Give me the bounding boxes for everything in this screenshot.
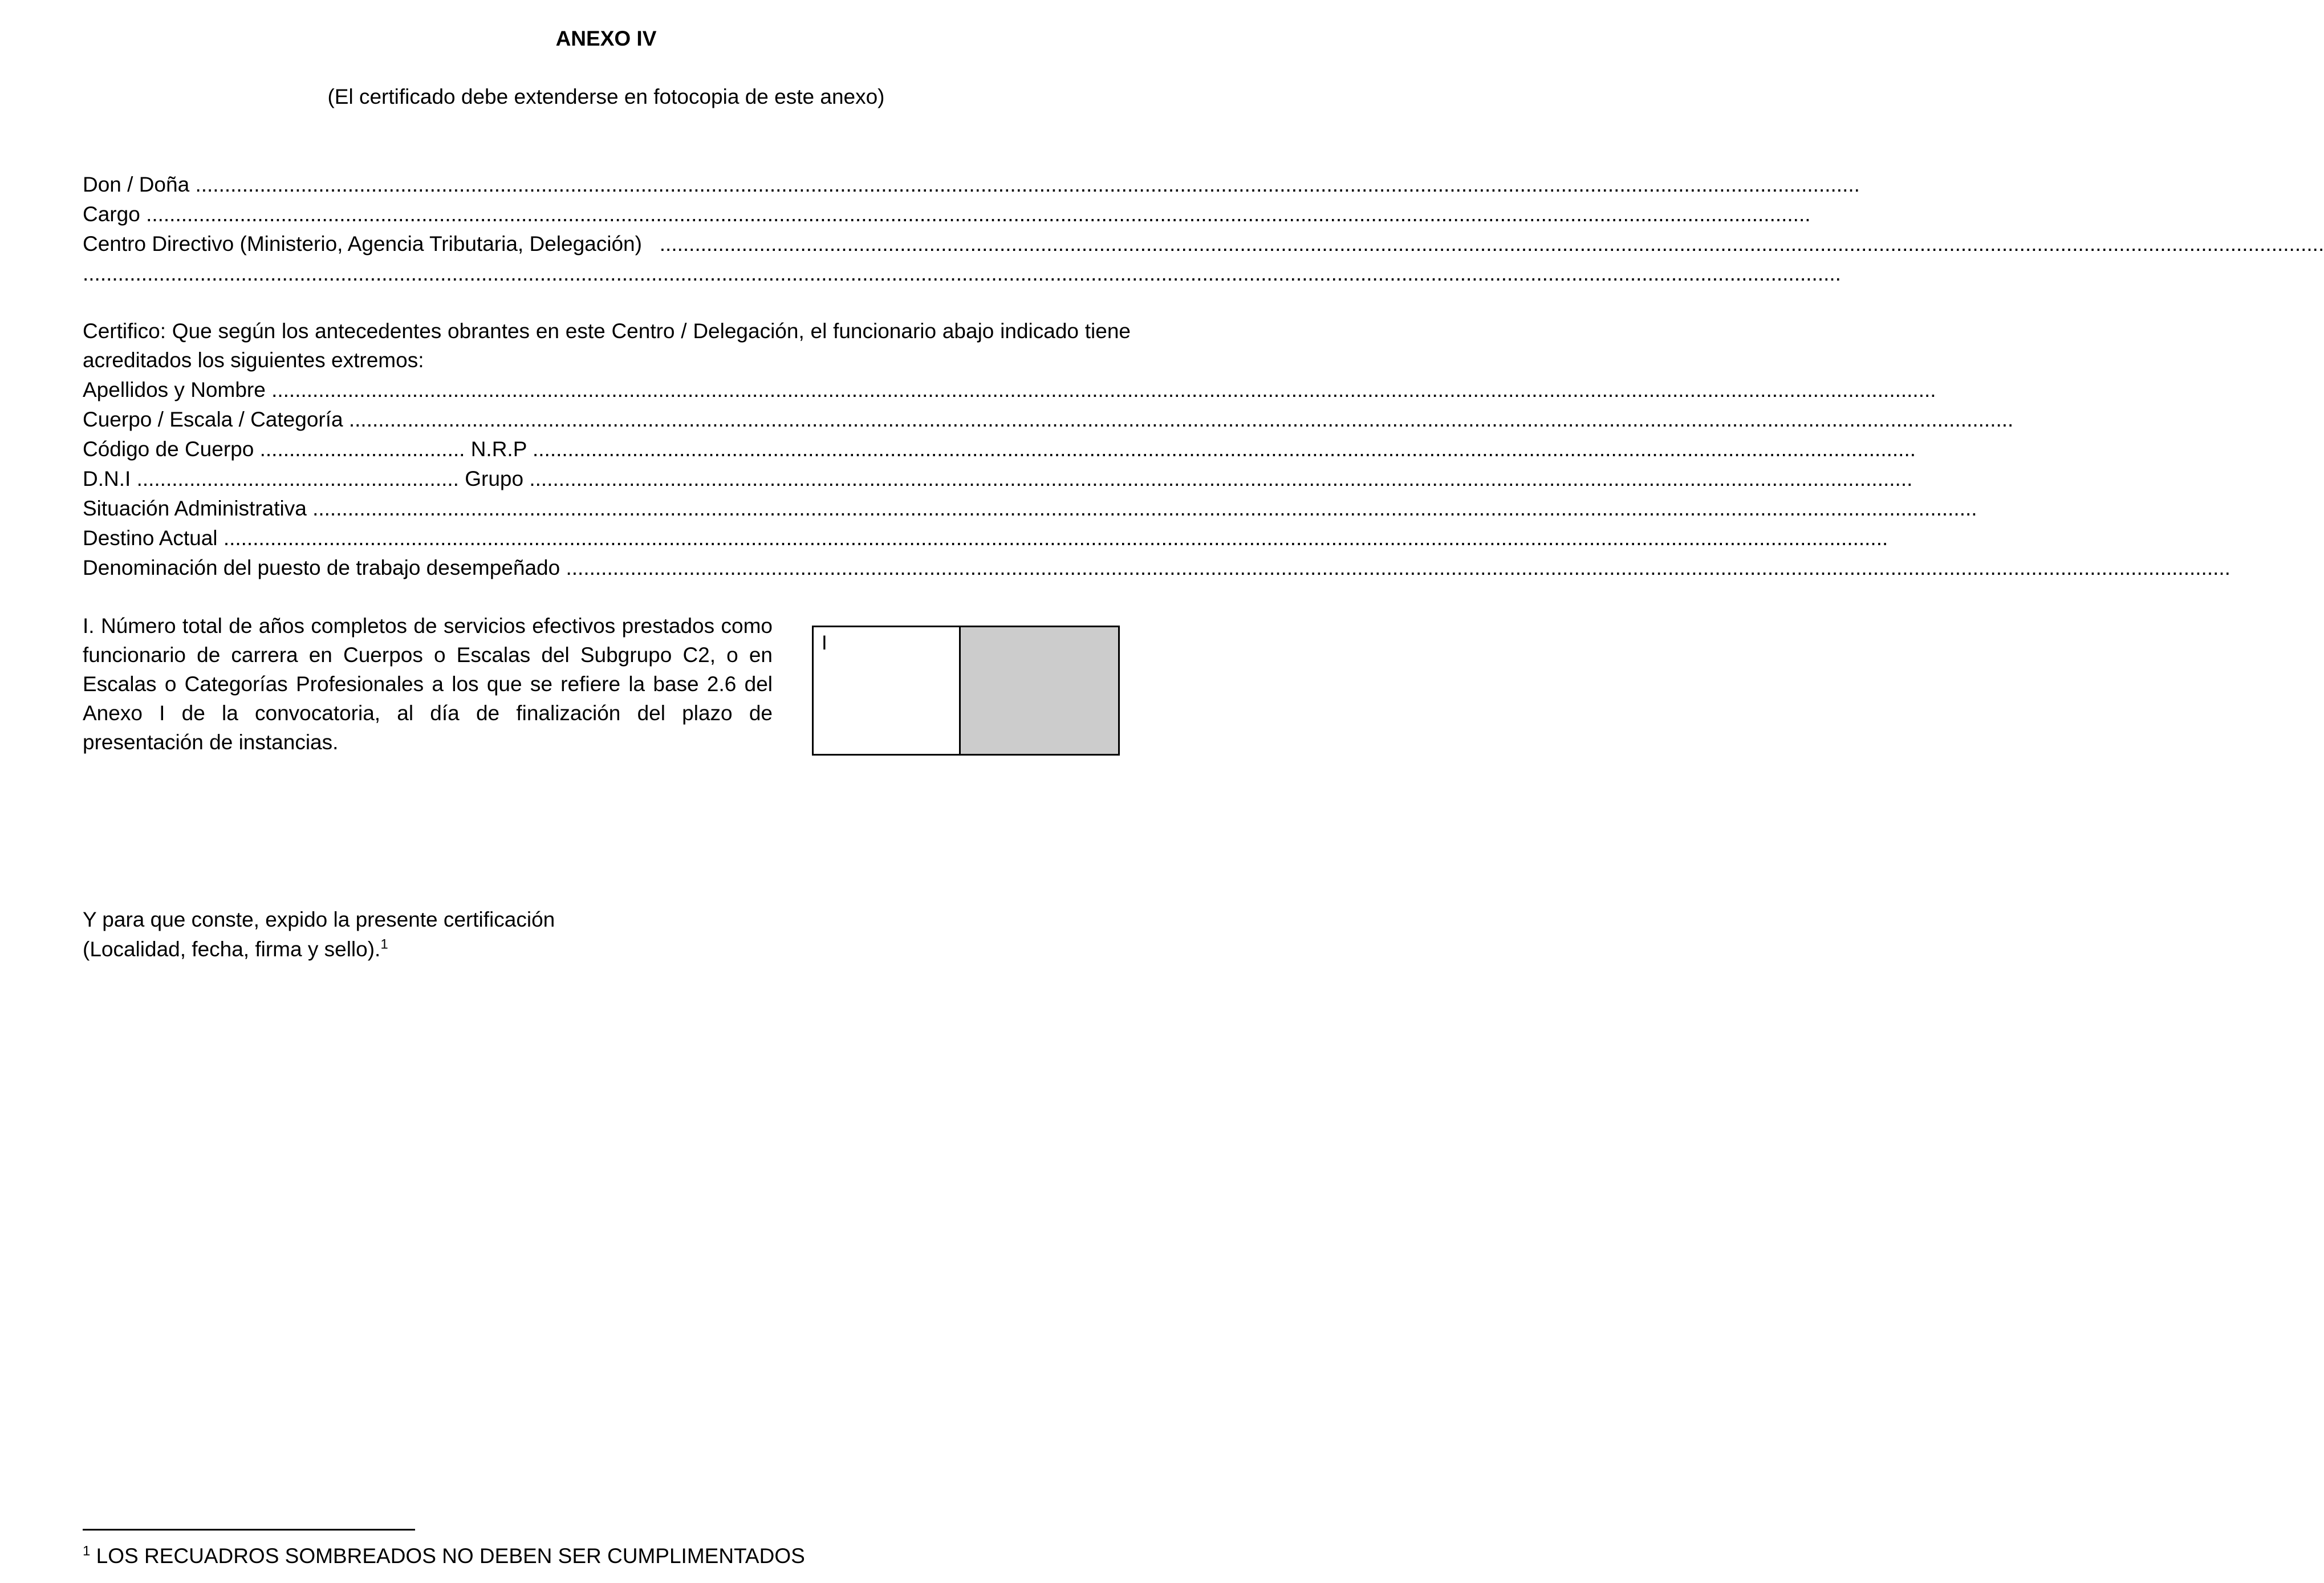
field-label: N.R.P: [470, 437, 527, 461]
fill-dots: .......................................................: [136, 467, 459, 490]
field-label: Don / Doña: [83, 173, 190, 196]
closing-text: (Localidad, fecha, firma y sello).: [83, 937, 381, 961]
section-1-text: I. Número total de años completos de servicios efectivos prestados como funcionario de carrera en Cuerpos o Escalas del Subgrupo C2, o en Escalas o Categorías Profesionales a los que se refiere la base 2.6 del Anexo I de la convocatoria, al día de finalización del plazo de presentación de instancias.: [83, 614, 773, 754]
certification-text: Certifico: Que según los antecedentes obrantes en este Centro / Delegación, el funcionario abajo indicado tiene acreditados los siguientes extremos:: [83, 319, 1131, 372]
field-label: Grupo: [465, 467, 524, 490]
fill-dots: ............................................................................................................................................................................................................................................................................................: [223, 526, 1888, 550]
footnote: [83, 1543, 805, 1570]
field-apellidos-nombre[interactable]: [83, 376, 1936, 404]
fill-dots: ............................................................................................................................................................................................................................................: [532, 437, 1916, 461]
footnote-divider: [83, 1529, 415, 1531]
field-label: Situación Administrativa: [83, 497, 307, 520]
field-label: D.N.I: [83, 467, 131, 490]
document-title: ANEXO IV: [555, 27, 657, 50]
fill-dots: ............................................................................................................................................................................................................................................................................................................: [83, 262, 1841, 285]
fill-dots: ............................................................................................................................................................................................................................................................................................: [146, 202, 1811, 226]
closing-line-2: [83, 935, 388, 964]
field-don-dona[interactable]: [83, 171, 1860, 198]
fill-dots: ............................................................................................................................................................................................................................................................................................: [648, 232, 2324, 255]
fill-dots: ............................................................................................................................................................................................................................................................................................: [566, 556, 2230, 579]
closing-line-1: Y para que conste, expido la presente certificación: [83, 908, 555, 931]
field-label: Código de Cuerpo: [83, 437, 254, 461]
field-label: Destino Actual: [83, 526, 218, 550]
field-codigo-nrp[interactable]: [83, 436, 1916, 463]
fill-dots: ............................................................................................................................................................................................................................................................................................: [195, 173, 1860, 196]
field-cuerpo-escala[interactable]: [83, 406, 2014, 433]
footnote-ref: 1: [380, 936, 388, 952]
field-label: Apellidos y Nombre: [83, 378, 266, 401]
fill-dots: ............................................................................................................................................................................................................................................: [529, 467, 1913, 490]
field-label: Cargo: [83, 202, 140, 226]
field-label: Centro Directivo (Ministerio, Agencia Tributaria, Delegación): [83, 232, 642, 255]
fill-dots: ...................................: [259, 437, 465, 461]
field-centro-directivo[interactable]: [83, 230, 2324, 258]
field-label: Cuerpo / Escala / Categoría: [83, 408, 343, 431]
years-box: [812, 626, 1120, 756]
footnote-number: 1: [83, 1543, 91, 1559]
field-dni-grupo[interactable]: [83, 465, 1913, 493]
field-situacion-administrativa[interactable]: [83, 495, 1977, 522]
years-input-cell[interactable]: [814, 627, 961, 754]
footnote-text: LOS RECUADROS SOMBREADOS NO DEBEN SER CUMPLIMENTADOS: [96, 1544, 805, 1568]
shaded-cell: [961, 627, 1118, 754]
document-subtitle: (El certificado debe extenderse en fotocopia de este anexo): [327, 85, 885, 108]
field-continuation[interactable]: [83, 260, 1841, 287]
field-destino-actual[interactable]: [83, 525, 1888, 552]
box-label: I: [822, 632, 827, 654]
field-label: Denominación del puesto de trabajo desempeñado: [83, 556, 560, 579]
field-denominacion-puesto[interactable]: [83, 554, 2230, 582]
fill-dots: ............................................................................................................................................................................................................................................................................................: [271, 378, 1936, 401]
field-cargo[interactable]: [83, 201, 1811, 228]
fill-dots: ............................................................................................................................................................................................................................................................................................: [348, 408, 2014, 431]
fill-dots: ............................................................................................................................................................................................................................................................................................: [312, 497, 1977, 520]
